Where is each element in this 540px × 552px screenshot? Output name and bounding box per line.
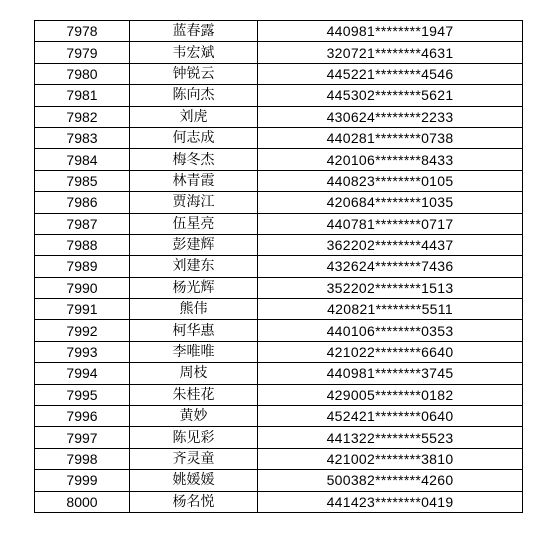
id-number-cell: 429005********0182 <box>258 384 523 405</box>
name-cell: 杨名悦 <box>130 491 258 512</box>
id-number-cell: 441322********5523 <box>258 427 523 448</box>
table-row <box>35 299 523 320</box>
id-number-cell: 441423********0419 <box>258 491 523 512</box>
table-row <box>35 363 523 384</box>
id-number-cell: 452421********0640 <box>258 406 523 427</box>
name-cell: 陈见彩 <box>130 427 258 448</box>
table-row <box>35 149 523 170</box>
id-number-cell: 362202********4437 <box>258 234 523 255</box>
name-list-table <box>34 20 523 513</box>
id-number-cell: 440106********0353 <box>258 320 523 341</box>
name-cell: 梅冬杰 <box>130 149 258 170</box>
table-row <box>35 384 523 405</box>
table-row <box>35 256 523 277</box>
row-number-cell: 7992 <box>35 320 130 341</box>
id-number-cell: 445221********4546 <box>258 63 523 84</box>
row-number-cell: 7986 <box>35 192 130 213</box>
row-number-cell: 7988 <box>35 234 130 255</box>
table-row <box>35 341 523 362</box>
table-row <box>35 21 523 42</box>
row-number-cell: 7980 <box>35 63 130 84</box>
row-number-cell: 7987 <box>35 213 130 234</box>
name-cell: 韦宏斌 <box>130 42 258 63</box>
name-cell: 杨光辉 <box>130 277 258 298</box>
row-number-cell: 7991 <box>35 299 130 320</box>
table-row <box>35 470 523 491</box>
table-row <box>35 277 523 298</box>
row-number-cell: 8000 <box>35 491 130 512</box>
id-number-cell: 421022********6640 <box>258 341 523 362</box>
id-number-cell: 420821********5511 <box>258 299 523 320</box>
id-number-cell: 440981********3745 <box>258 363 523 384</box>
row-number-cell: 7990 <box>35 277 130 298</box>
table-row <box>35 213 523 234</box>
table-row <box>35 448 523 469</box>
name-cell: 熊伟 <box>130 299 258 320</box>
id-number-cell: 445302********5621 <box>258 85 523 106</box>
id-number-cell: 432624********7436 <box>258 256 523 277</box>
name-cell: 齐灵童 <box>130 448 258 469</box>
name-cell: 钟锐云 <box>130 63 258 84</box>
name-cell: 贾海江 <box>130 192 258 213</box>
row-number-cell: 7997 <box>35 427 130 448</box>
id-number-cell: 420684********1035 <box>258 192 523 213</box>
row-number-cell: 7984 <box>35 149 130 170</box>
name-cell: 刘虎 <box>130 106 258 127</box>
table-row <box>35 42 523 63</box>
name-cell: 蓝春露 <box>130 21 258 42</box>
name-cell: 黄妙 <box>130 406 258 427</box>
name-cell: 陈向杰 <box>130 85 258 106</box>
row-number-cell: 7979 <box>35 42 130 63</box>
id-number-cell: 440281********0738 <box>258 127 523 148</box>
row-number-cell: 7985 <box>35 170 130 191</box>
table-row <box>35 320 523 341</box>
id-number-cell: 440823********0105 <box>258 170 523 191</box>
row-number-cell: 7982 <box>35 106 130 127</box>
id-number-cell: 320721********4631 <box>258 42 523 63</box>
name-cell: 姚媛媛 <box>130 470 258 491</box>
table-row <box>35 491 523 512</box>
table-row <box>35 192 523 213</box>
table-row <box>35 406 523 427</box>
table-row <box>35 85 523 106</box>
name-cell: 何志成 <box>130 127 258 148</box>
name-cell: 林青霞 <box>130 170 258 191</box>
id-number-cell: 420106********8433 <box>258 149 523 170</box>
row-number-cell: 7993 <box>35 341 130 362</box>
row-number-cell: 7981 <box>35 85 130 106</box>
row-number-cell: 7998 <box>35 448 130 469</box>
name-cell: 刘建东 <box>130 256 258 277</box>
name-cell: 李唯唯 <box>130 341 258 362</box>
table-row <box>35 127 523 148</box>
table-row <box>35 63 523 84</box>
id-number-cell: 500382********4260 <box>258 470 523 491</box>
row-number-cell: 7994 <box>35 363 130 384</box>
table-row <box>35 234 523 255</box>
row-number-cell: 7995 <box>35 384 130 405</box>
id-number-cell: 440781********0717 <box>258 213 523 234</box>
table-row <box>35 106 523 127</box>
id-number-cell: 421002********3810 <box>258 448 523 469</box>
row-number-cell: 7989 <box>35 256 130 277</box>
row-number-cell: 7983 <box>35 127 130 148</box>
name-cell: 周枝 <box>130 363 258 384</box>
name-cell: 伍星亮 <box>130 213 258 234</box>
id-number-cell: 440981********1947 <box>258 21 523 42</box>
name-cell: 朱桂花 <box>130 384 258 405</box>
row-number-cell: 7999 <box>35 470 130 491</box>
row-number-cell: 7978 <box>35 21 130 42</box>
row-number-cell: 7996 <box>35 406 130 427</box>
id-number-cell: 430624********2233 <box>258 106 523 127</box>
table-body <box>35 21 523 513</box>
id-number-cell: 352202********1513 <box>258 277 523 298</box>
name-cell: 彭建辉 <box>130 234 258 255</box>
table-row <box>35 170 523 191</box>
table-row <box>35 427 523 448</box>
name-cell: 柯华惠 <box>130 320 258 341</box>
